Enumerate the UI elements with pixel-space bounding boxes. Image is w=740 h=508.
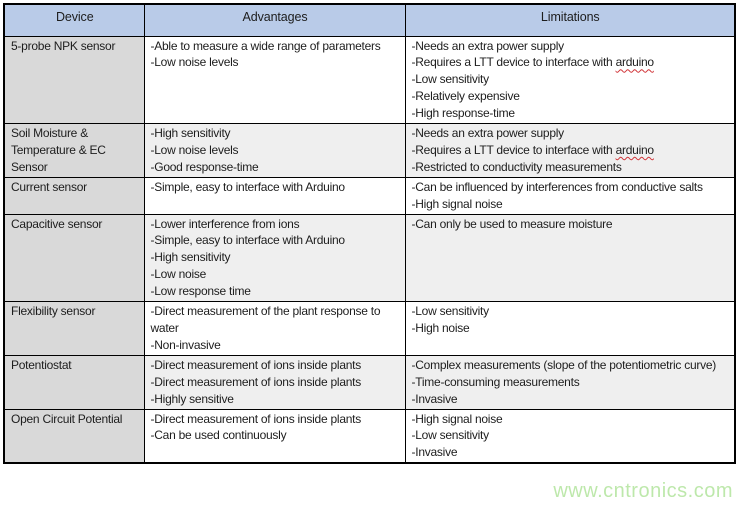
limitation-cell [405, 409, 735, 463]
table-row [4, 177, 735, 214]
limitation-cell [405, 36, 735, 124]
sensor-comparison-table [3, 3, 736, 464]
limitation-item: -Invasive [411, 391, 458, 406]
limitation-item: -Can be influenced by interferences from conductive salts [411, 179, 703, 194]
table-row [4, 302, 735, 356]
limitation-cell [405, 355, 735, 409]
limitation-cell [405, 124, 735, 178]
limitation-item: -Needs an extra power supply [411, 126, 564, 141]
advantage-item: -Can be used continuously [150, 428, 287, 443]
advantage-item: -Direct measurement of ions inside plants [150, 411, 362, 426]
device-cell [4, 177, 144, 214]
advantage-item: -Non-invasive [150, 337, 221, 352]
table-row [4, 409, 735, 463]
limitation-item: -High response-time [411, 106, 515, 121]
device-item: Flexibility sensor [11, 304, 96, 319]
advantage-item: -Direct measurement of ions inside plants [150, 357, 362, 372]
table-row [4, 36, 735, 124]
header-limitations: Limitations [405, 4, 735, 36]
advantage-item: -High sensitivity [150, 126, 231, 141]
device-cell [4, 124, 144, 178]
advantage-cell [144, 355, 405, 409]
misspelled-word: arduino [615, 142, 654, 157]
advantage-item: -Highly sensitive [150, 391, 234, 406]
device-cell [4, 36, 144, 124]
advantage-cell [144, 409, 405, 463]
device-cell [4, 409, 144, 463]
limitation-item: -Restricted to conductivity measurements [411, 159, 622, 174]
advantage-item: -Simple, easy to interface with Arduino [150, 233, 345, 248]
advantage-item: -Low noise levels [150, 55, 239, 70]
limitation-item: -High noise [411, 321, 470, 335]
limitation-item: -High signal noise [411, 196, 503, 211]
table-body [4, 36, 735, 463]
device-item: Open Circuit Potential [11, 411, 123, 426]
limitation-item: -Low sensitivity [411, 72, 489, 87]
table-row [4, 124, 735, 178]
limitation-item: -Complex measurements (slope of the potentiometric curve) [411, 357, 717, 372]
limitation-cell [405, 177, 735, 214]
advantage-item: -Simple, easy to interface with Arduino [150, 179, 345, 194]
limitation-item: -Invasive [411, 445, 458, 460]
advantage-cell [144, 302, 405, 356]
limitation-item: -Requires a LTT device to interface with arduino [411, 55, 654, 70]
table-row [4, 214, 735, 302]
advantage-item: -Low noise levels [150, 142, 239, 157]
limitation-cell [405, 214, 735, 302]
misspelled-word: arduino [615, 55, 654, 70]
limitation-item: -Requires a LTT device to interface with arduino [411, 142, 654, 157]
advantage-item: -Direct measurement of the plant response to water [150, 304, 381, 335]
device-item: Capacitive sensor [11, 216, 103, 231]
advantage-item: -Good response-time [150, 159, 259, 174]
advantage-item: -Able to measure a wide range of parameters [150, 38, 381, 53]
device-item: 5-probe NPK sensor [11, 38, 116, 53]
advantage-cell [144, 214, 405, 302]
advantage-cell [144, 36, 405, 124]
device-item: Current sensor [11, 179, 87, 194]
limitation-item: -Relatively expensive [411, 89, 520, 104]
device-item: Potentiostat [11, 357, 72, 372]
advantage-cell [144, 177, 405, 214]
advantage-item: -High sensitivity [150, 250, 231, 265]
advantage-item: -Direct measurement of ions inside plants [150, 374, 362, 389]
limitation-cell [405, 302, 735, 356]
advantage-item: -Low noise [150, 267, 207, 282]
limitation-item: -High signal noise [411, 411, 503, 426]
watermark-text: www.cntronics.com [553, 480, 733, 502]
device-item: Soil Moisture & Temperature & EC Sensor [11, 126, 106, 174]
device-cell [4, 214, 144, 302]
device-cell [4, 302, 144, 356]
header-row [4, 4, 735, 36]
header-advantages: Advantages [144, 4, 405, 36]
advantage-item: -Lower interference from ions [150, 216, 300, 231]
device-cell [4, 355, 144, 409]
limitation-item: -Low sensitivity [411, 304, 489, 319]
advantage-cell [144, 124, 405, 178]
header-device: Device [4, 4, 144, 36]
advantage-item: -Low response time [150, 284, 251, 299]
table-row [4, 355, 735, 409]
limitation-item: -Can only be used to measure moisture [411, 216, 613, 231]
limitation-item: -Time-consuming measurements [411, 374, 580, 389]
limitation-item: -Needs an extra power supply [411, 38, 564, 53]
limitation-item: -Low sensitivity [411, 428, 489, 443]
